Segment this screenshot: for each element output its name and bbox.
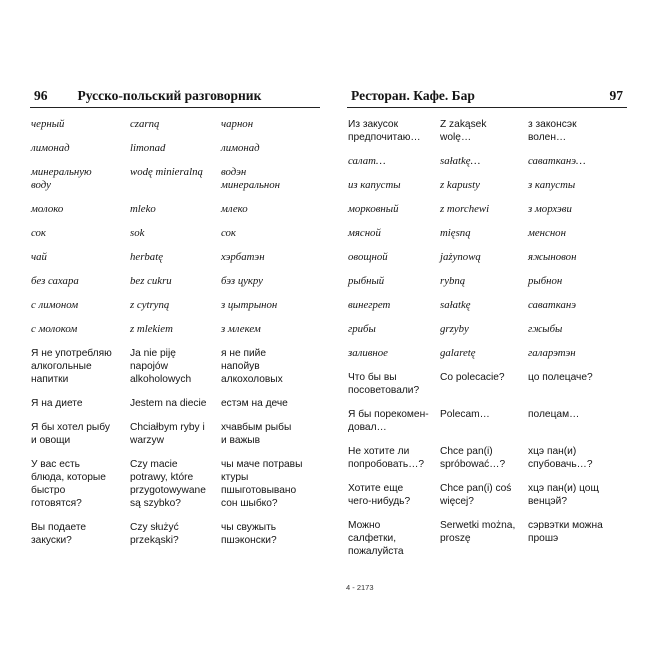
polish-phrase: grzyby [440, 323, 469, 335]
phrase-row [347, 323, 627, 336]
phrase-row [347, 275, 627, 288]
right-page-number: 97 [609, 88, 623, 103]
right-page [347, 88, 627, 558]
russian-phrase: Я на диете [31, 398, 83, 409]
transcription: чы свужыть пшэконски? [221, 522, 277, 546]
transcription: саватканэ… [528, 155, 586, 167]
transcription: естэм на дече [221, 398, 288, 409]
phrase-row [30, 142, 320, 155]
phrase-row [347, 118, 627, 144]
polish-phrase: Jestem na diecie [130, 398, 207, 409]
polish-phrase: limonad [130, 142, 166, 154]
russian-phrase: овощной [348, 251, 388, 263]
russian-phrase: винегрет [348, 299, 391, 311]
russian-phrase: лимонад [31, 142, 70, 154]
phrase-row [30, 203, 320, 216]
phrase-row [347, 347, 627, 360]
polish-phrase: Czy macie potrawy, które przygotowywane są szybko? [130, 459, 206, 509]
russian-phrase: с молоком [31, 323, 78, 335]
russian-phrase: Из закусок предпочитаю… [348, 119, 421, 143]
transcription: я не пийе напойув алкохоловых [221, 348, 283, 385]
russian-phrase: из капусты [348, 179, 401, 191]
russian-phrase: салат… [348, 155, 386, 167]
russian-phrase: Я не употребляю алкогольные напитки [31, 348, 112, 385]
left-page-header [30, 88, 320, 108]
phrase-row [347, 227, 627, 240]
polish-phrase: Czy służyć przekąski? [130, 522, 179, 546]
transcription: сэрвэтки можна прошэ [528, 520, 603, 544]
polish-phrase: galaretę [440, 347, 476, 359]
transcription: цо полецаче? [528, 372, 593, 383]
polish-phrase: z cytryną [130, 299, 170, 311]
transcription: яжыновон [528, 251, 577, 263]
russian-phrase: с лимоном [31, 299, 79, 311]
phrase-row [347, 203, 627, 216]
transcription: хцэ пан(и) спубовачь…? [528, 446, 593, 470]
right-phrase-table [347, 118, 627, 558]
polish-phrase: Polecam… [440, 409, 490, 420]
phrase-row [347, 299, 627, 312]
polish-phrase: z mlekiem [130, 323, 173, 335]
polish-phrase: rybną [440, 275, 466, 287]
russian-phrase: Я бы хотел рыбу и овощи [31, 422, 110, 446]
transcription: гжыбы [528, 323, 563, 335]
transcription: чарнон [221, 118, 254, 130]
transcription: менснон [528, 227, 566, 239]
phrase-row [30, 166, 320, 192]
transcription: галарэтэн [528, 347, 576, 359]
polish-phrase: Chce pan(i) spróbować…? [440, 446, 506, 470]
polish-phrase: Serwetki można, proszę [440, 520, 516, 544]
transcription: хчавбым рыбы и важыв [221, 422, 292, 446]
phrase-row [30, 397, 320, 410]
transcription: млеко [221, 203, 248, 215]
phrase-row [347, 371, 627, 397]
polish-phrase: bez cukru [130, 275, 172, 287]
left-phrase-table [30, 118, 320, 547]
polish-phrase: z kapusty [440, 179, 480, 191]
transcription: з капусты [528, 179, 576, 191]
russian-phrase: Что бы вы посоветовали? [348, 372, 420, 396]
transcription: водэн минеральнон [221, 166, 280, 191]
phrase-row [347, 251, 627, 264]
right-page-title: Ресторан. Кафе. Бар [351, 88, 475, 103]
polish-phrase: Chciałbym ryby i warzyw [130, 422, 205, 446]
phrase-row [30, 347, 320, 386]
russian-phrase: чай [31, 251, 47, 263]
russian-phrase: черный [31, 118, 65, 130]
russian-phrase: У вас есть блюда, которые быстро готовятся? [31, 459, 106, 509]
polish-phrase: czarną [130, 118, 160, 130]
phrase-row [30, 299, 320, 312]
polish-phrase: sałatkę… [440, 155, 481, 167]
phrase-row [30, 323, 320, 336]
phrase-row [30, 227, 320, 240]
phrase-row [347, 482, 627, 508]
polish-phrase: Co polecacie? [440, 372, 505, 383]
transcription: лимонад [221, 142, 260, 154]
transcription: з цытрынон [221, 299, 278, 311]
phrase-row [347, 408, 627, 434]
polish-phrase: mleko [130, 203, 156, 215]
phrase-row [347, 519, 627, 558]
transcription: бэз цукру [221, 275, 263, 287]
polish-phrase: z morchewi [440, 203, 490, 215]
phrase-row [30, 251, 320, 264]
russian-phrase: Хотите еще чего-нибудь? [348, 483, 411, 507]
polish-phrase: herbatę [130, 251, 163, 263]
russian-phrase: рыбный [348, 275, 385, 287]
russian-phrase: морковный [348, 203, 399, 215]
russian-phrase: Я бы порекомен- довал… [348, 409, 429, 433]
transcription: з морхэви [528, 203, 572, 215]
transcription: хэрбатэн [221, 251, 265, 263]
polish-phrase: jażynową [440, 251, 481, 263]
signature-mark: 4 - 2173 [346, 583, 374, 592]
russian-phrase: Не хотите ли попробовать…? [348, 446, 425, 470]
russian-phrase: Можно салфетки, пожалуйста [348, 520, 404, 557]
phrase-row [347, 445, 627, 471]
transcription: сок [221, 227, 236, 239]
polish-phrase: sok [130, 227, 145, 239]
right-page-header [347, 88, 627, 108]
transcription: рыбнон [528, 275, 563, 287]
transcription: полецам… [528, 409, 580, 420]
phrase-row [30, 275, 320, 288]
phrase-row [30, 458, 320, 510]
polish-phrase: mięsną [440, 227, 471, 239]
polish-phrase: Z zakąsek wolę… [440, 119, 487, 143]
phrase-row [30, 521, 320, 547]
polish-phrase: Ja nie piję napojów alkoholowych [130, 348, 192, 385]
polish-phrase: sałatkę [440, 299, 471, 311]
phrase-row [347, 179, 627, 192]
transcription: з млекем [221, 323, 261, 335]
transcription: хцэ пан(и) цощ венцэй? [528, 483, 599, 507]
transcription: саватканэ [528, 299, 577, 311]
phrase-row [30, 118, 320, 131]
russian-phrase: Вы подаете закуски? [31, 522, 87, 546]
polish-phrase: Chce pan(i) coś więcej? [440, 483, 512, 507]
left-page-title: Русско-польский разговорник [77, 88, 262, 103]
russian-phrase: грибы [348, 323, 376, 335]
russian-phrase: молоко [31, 203, 64, 215]
polish-phrase: wodę minieralną [130, 166, 203, 178]
russian-phrase: сок [31, 227, 46, 239]
transcription: з законсэк волен… [528, 119, 577, 143]
russian-phrase: заливное [348, 347, 388, 359]
phrase-row [30, 421, 320, 447]
russian-phrase: без сахара [31, 275, 79, 287]
left-page [30, 88, 320, 547]
russian-phrase: мясной [348, 227, 381, 239]
left-page-number: 96 [34, 88, 48, 103]
phrase-row [347, 155, 627, 168]
russian-phrase: минеральную воду [31, 166, 92, 191]
transcription: чы маче потравы ктуры пшыготовывано сон шыбко? [221, 459, 303, 509]
